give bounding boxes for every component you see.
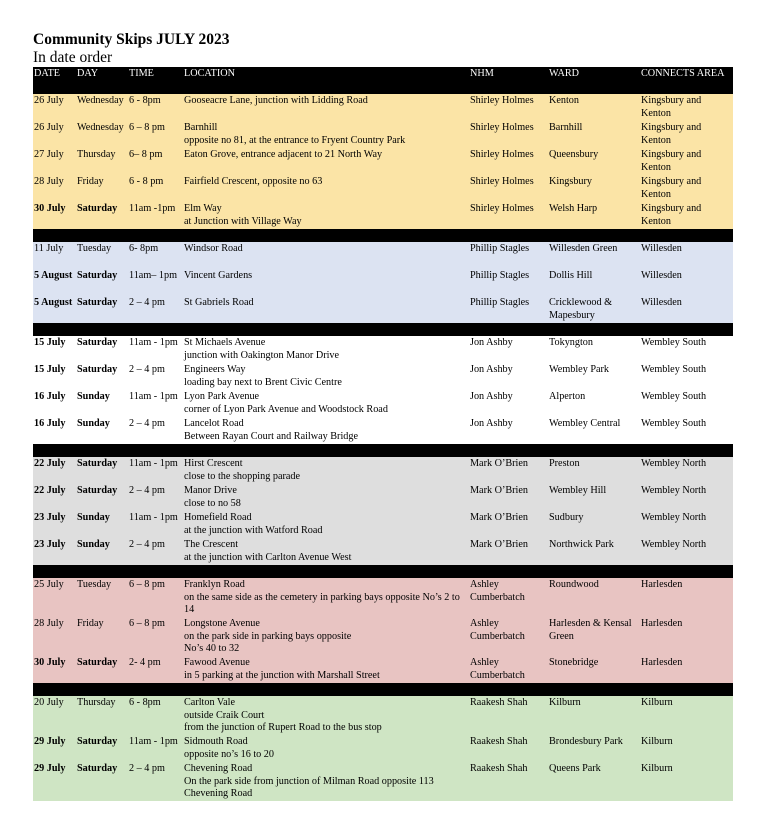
cell-nhm: Jon Ashby [469,417,548,444]
cell-nhm: Shirley Holmes [469,175,548,202]
cell-date: 20 July [33,696,76,735]
cell-area: Harlesden [640,656,733,683]
cell-area: Willesden [640,296,733,323]
cell-nhm: Jon Ashby [469,363,548,390]
group-separator-bar [33,565,733,578]
table-row [33,735,733,762]
cell-day: Saturday [76,336,128,363]
cell-day: Saturday [76,735,128,762]
cell-location [183,538,469,565]
location-line: Fairfield Crescent, opposite no 63 [184,176,323,187]
cell-date: 23 July [33,511,76,538]
cell-location [183,242,469,269]
cell-day: Sunday [76,538,128,565]
cell-time: 6– 8 pm [128,148,183,175]
cell-time: 11am - 1pm [128,511,183,538]
cell-location [183,121,469,148]
cell-location [183,578,469,617]
cell-location [183,735,469,762]
cell-area: Harlesden [640,617,733,656]
cell-area: Kilburn [640,735,733,762]
cell-time: 2 – 4 pm [128,484,183,511]
cell-day: Saturday [76,363,128,390]
group-separator-bar [33,683,733,696]
cell-date: 16 July [33,417,76,444]
table-row [33,762,733,801]
location-line: Homefield Road [184,512,252,523]
cell-date: 28 July [33,617,76,656]
group-separator [33,444,733,457]
table-row [33,121,733,148]
location-line: loading bay next to Brent Civic Centre [184,376,342,388]
cell-ward: Roundwood [548,578,640,617]
cell-ward: Queens Park [548,762,640,801]
table-row [33,202,733,229]
cell-nhm: Jon Ashby [469,390,548,417]
cell-day: Saturday [76,296,128,323]
cell-day: Friday [76,617,128,656]
cell-location [183,484,469,511]
column-header-area: CONNECTS AREA [640,67,733,94]
cell-date: 5 August [33,269,76,296]
cell-ward: Dollis Hill [548,269,640,296]
location-line: On the park side from junction of Milman Road opposite 113 [184,775,434,787]
location-line: junction with Oakington Manor Drive [184,349,340,361]
location-line: St Gabriels Road [184,297,254,308]
cell-day: Sunday [76,417,128,444]
cell-ward: Wembley Central [548,417,640,444]
cell-area: Kingsbury and Kenton [640,121,733,148]
cell-location [183,202,469,229]
cell-nhm: Phillip Stagles [469,242,548,269]
cell-ward: Brondesbury Park [548,735,640,762]
cell-time: 6 – 8 pm [128,121,183,148]
location-line: opposite no’s 16 to 20 [184,748,274,760]
location-line: opposite no 81, at the entrance to Fryent Country Park [184,134,406,146]
location-line: The Crescent [184,539,239,550]
cell-area: Kilburn [640,762,733,801]
location-line: Gooseacre Lane, junction with Lidding Road [184,95,368,106]
location-line: at the junction with Watford Road [184,524,323,536]
location-line: St Michaels Avenue [184,337,266,348]
table-row [33,696,733,735]
cell-time: 2 – 4 pm [128,363,183,390]
cell-time: 6- 8pm [128,242,183,269]
cell-time: 6 – 8 pm [128,578,183,617]
group-separator-bar [33,229,733,242]
cell-ward: Alperton [548,390,640,417]
table-row [33,296,733,323]
table-row [33,656,733,683]
location-line: corner of Lyon Park Avenue and Woodstock Road [184,403,388,415]
cell-ward: Kenton [548,94,640,121]
cell-location [183,457,469,484]
location-line: on the park side in parking bays opposite [184,630,352,642]
cell-area: Willesden [640,269,733,296]
cell-nhm: Mark O’Brien [469,538,548,565]
cell-area: Wembley North [640,484,733,511]
cell-nhm: Phillip Stagles [469,296,548,323]
group-separator-bar [33,323,733,336]
cell-time: 2 – 4 pm [128,296,183,323]
cell-area: Kilburn [640,696,733,735]
location-line: Barnhill [184,122,218,133]
column-header-ward: WARD [548,67,640,94]
column-header-nhm: NHM [469,67,548,94]
cell-ward: Harlesden & Kensal Green [548,617,640,656]
cell-date: 30 July [33,202,76,229]
cell-day: Thursday [76,148,128,175]
location-line: Between Rayan Court and Railway Bridge [184,430,358,442]
column-header-location: LOCATION [183,67,469,94]
cell-nhm: Raakesh Shah [469,762,548,801]
location-line: Windsor Road [184,243,243,254]
cell-location [183,363,469,390]
cell-nhm: Shirley Holmes [469,148,548,175]
cell-location [183,296,469,323]
document-page [33,30,733,801]
table-row [33,390,733,417]
location-line: Lyon Park Avenue [184,391,260,402]
cell-nhm: Ashley Cumberbatch [469,617,548,656]
cell-nhm: Shirley Holmes [469,94,548,121]
table-row [33,617,733,656]
cell-ward: Welsh Harp [548,202,640,229]
table-header-row [33,67,733,94]
location-line: Manor Drive [184,485,237,496]
cell-time: 2 – 4 pm [128,538,183,565]
cell-area: Wembley North [640,511,733,538]
cell-day: Wednesday [76,121,128,148]
location-line: at the junction with Carlton Avenue West [184,551,352,563]
location-line: Engineers Way [184,364,246,375]
cell-ward: Wembley Park [548,363,640,390]
cell-date: 15 July [33,336,76,363]
group-separator [33,565,733,578]
cell-location [183,175,469,202]
cell-nhm: Phillip Stagles [469,269,548,296]
table-row [33,269,733,296]
location-line: outside Craik Court [184,709,265,721]
cell-date: 15 July [33,363,76,390]
cell-location [183,617,469,656]
cell-day: Saturday [76,457,128,484]
cell-day: Wednesday [76,94,128,121]
column-header-time: TIME [128,67,183,94]
group-separator [33,323,733,336]
location-line: in 5 parking at the junction with Marshall Street [184,669,380,681]
cell-date: 29 July [33,735,76,762]
cell-time: 2 – 4 pm [128,762,183,801]
location-line: Chevening Road [184,763,253,774]
cell-ward: Kilburn [548,696,640,735]
cell-day: Friday [76,175,128,202]
cell-day: Sunday [76,390,128,417]
cell-ward: Tokyngton [548,336,640,363]
cell-time: 11am - 1pm [128,336,183,363]
location-line: Carlton Vale [184,697,236,708]
group-separator [33,229,733,242]
cell-area: Wembley South [640,417,733,444]
column-header-day: DAY [76,67,128,94]
location-line: Sidmouth Road [184,736,248,747]
cell-location [183,696,469,735]
cell-time: 11am - 1pm [128,735,183,762]
table-row [33,578,733,617]
table-row [33,417,733,444]
cell-time: 11am -1pm [128,202,183,229]
cell-area: Wembley South [640,363,733,390]
table-row [33,363,733,390]
cell-time: 11am - 1pm [128,457,183,484]
cell-nhm: Mark O’Brien [469,484,548,511]
cell-location [183,656,469,683]
cell-area: Wembley South [640,390,733,417]
cell-day: Tuesday [76,578,128,617]
cell-area: Willesden [640,242,733,269]
cell-ward: Preston [548,457,640,484]
location-line: Longstone Avenue [184,618,260,629]
cell-ward: Willesden Green [548,242,640,269]
cell-area: Kingsbury and Kenton [640,94,733,121]
cell-day: Tuesday [76,242,128,269]
location-line: Lancelot Road [184,418,244,429]
cell-date: 29 July [33,762,76,801]
cell-time: 11am - 1pm [128,390,183,417]
cell-nhm: Shirley Holmes [469,202,548,229]
cell-day: Saturday [76,656,128,683]
cell-location [183,269,469,296]
cell-date: 22 July [33,484,76,511]
location-line: No’s 40 to 32 [184,643,240,655]
location-line: close to the shopping parade [184,470,300,482]
cell-date: 11 July [33,242,76,269]
cell-time: 6 - 8pm [128,94,183,121]
cell-date: 23 July [33,538,76,565]
cell-area: Kingsbury and Kenton [640,148,733,175]
column-header-date: DATE [33,67,76,94]
cell-day: Thursday [76,696,128,735]
cell-day: Saturday [76,484,128,511]
table-row [33,484,733,511]
location-line: close to no 58 [184,497,241,509]
cell-ward: Sudbury [548,511,640,538]
cell-location [183,762,469,801]
table-row [33,175,733,202]
cell-date: 16 July [33,390,76,417]
location-line: Elm Way [184,203,222,214]
location-line: on the same side as the cemetery in parking bays opposite No’s 2 to 14 [184,591,460,616]
cell-location [183,511,469,538]
cell-location [183,94,469,121]
cell-area: Wembley South [640,336,733,363]
cell-day: Saturday [76,269,128,296]
cell-nhm: Raakesh Shah [469,735,548,762]
cell-ward: Wembley Hill [548,484,640,511]
cell-nhm: Jon Ashby [469,336,548,363]
cell-ward: Queensbury [548,148,640,175]
cell-location [183,148,469,175]
cell-date: 26 July [33,94,76,121]
cell-day: Sunday [76,511,128,538]
cell-nhm: Mark O’Brien [469,511,548,538]
cell-time: 6 - 8 pm [128,175,183,202]
location-line: Chevening Road [184,788,253,800]
cell-location [183,390,469,417]
cell-ward: Cricklewood & Mapesbury [548,296,640,323]
cell-date: 28 July [33,175,76,202]
table-row [33,336,733,363]
location-line: Fawood Avenue [184,657,250,668]
table-row [33,148,733,175]
cell-ward: Kingsbury [548,175,640,202]
cell-nhm: Shirley Holmes [469,121,548,148]
cell-date: 5 August [33,296,76,323]
cell-nhm: Ashley Cumberbatch [469,656,548,683]
table-row [33,538,733,565]
cell-ward: Barnhill [548,121,640,148]
cell-time: 11am– 1pm [128,269,183,296]
table-row [33,94,733,121]
cell-date: 25 July [33,578,76,617]
cell-nhm: Mark O’Brien [469,457,548,484]
location-line: at Junction with Village Way [184,215,302,227]
cell-area: Kingsbury and Kenton [640,175,733,202]
page-title: Community Skips JULY 2023 [33,31,230,48]
cell-area: Wembley North [640,457,733,484]
cell-area: Harlesden [640,578,733,617]
cell-date: 22 July [33,457,76,484]
cell-time: 6 – 8 pm [128,617,183,656]
cell-area: Kingsbury and Kenton [640,202,733,229]
location-line: from the junction of Rupert Road to the bus stop [184,722,382,734]
table-row [33,457,733,484]
cell-day: Saturday [76,762,128,801]
page-subtitle: In date order [33,49,113,66]
cell-date: 30 July [33,656,76,683]
cell-time: 2- 4 pm [128,656,183,683]
skips-schedule-table [33,67,733,801]
location-line: Hirst Crescent [184,458,243,469]
table-row [33,242,733,269]
cell-ward: Stonebridge [548,656,640,683]
cell-day: Saturday [76,202,128,229]
cell-location [183,336,469,363]
cell-location [183,417,469,444]
group-separator [33,683,733,696]
cell-date: 27 July [33,148,76,175]
cell-time: 6 - 8pm [128,696,183,735]
cell-time: 2 – 4 pm [128,417,183,444]
location-line: Vincent Gardens [184,270,253,281]
table-row [33,511,733,538]
table-body [33,94,733,801]
cell-nhm: Raakesh Shah [469,696,548,735]
group-separator-bar [33,444,733,457]
cell-ward: Northwick Park [548,538,640,565]
cell-nhm: Ashley Cumberbatch [469,578,548,617]
cell-date: 26 July [33,121,76,148]
cell-area: Wembley North [640,538,733,565]
location-line: Franklyn Road [184,579,245,590]
location-line: Eaton Grove, entrance adjacent to 21 North Way [184,149,383,160]
